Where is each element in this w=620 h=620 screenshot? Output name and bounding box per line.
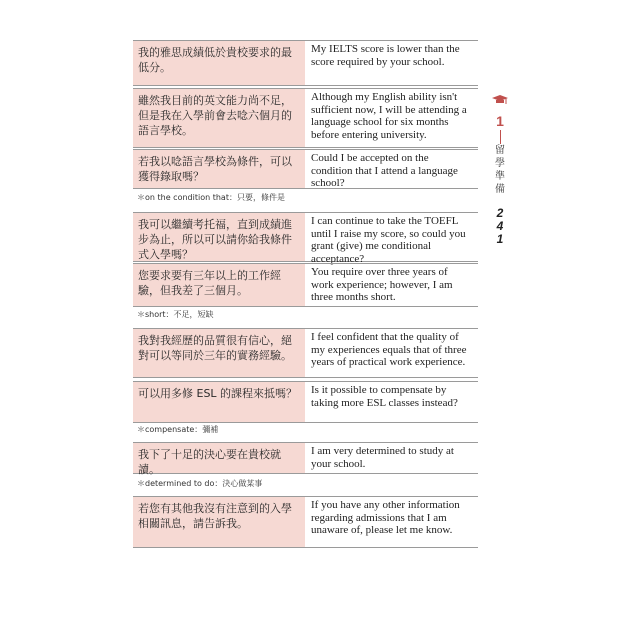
chinese-sentence: 我下了十足的決心要在貴校就讀。 bbox=[133, 443, 305, 473]
vocabulary-note: ＊determined to do：決心做某事 bbox=[137, 479, 263, 488]
english-sentence: My IELTS score is lower than the score required by your school. bbox=[311, 43, 460, 68]
page-number-digit: 2 bbox=[496, 206, 504, 220]
english-sentence: Although my English ability isn't sufficient now, I will be attending a language school for six months before entering university. bbox=[311, 91, 467, 141]
phrase-pair bbox=[133, 442, 478, 474]
english-sentence: You require over three years of work experience; however, I am three months short. bbox=[311, 266, 453, 303]
page-number-digit: 4 bbox=[496, 219, 504, 233]
chinese-sentence: 雖然我目前的英文能力尚不足，但是我在入學前會去唸六個月的語言學校。 bbox=[133, 89, 305, 147]
english-sentence: If you have any other information regarding admissions that I am unaware of, please let me know. bbox=[311, 499, 460, 536]
chapter-title-char: 準 bbox=[495, 171, 505, 182]
vocabulary-note: ＊on the condition that：只要，條件是 bbox=[137, 193, 285, 202]
chapter-title-char: 學 bbox=[495, 158, 505, 169]
vocabulary-note: ＊compensate：彌補 bbox=[137, 425, 219, 434]
english-sentence: Could I be accepted on the condition that I attend a language school? bbox=[311, 152, 458, 189]
phrase-pair bbox=[133, 263, 478, 307]
graduation-cap-icon bbox=[492, 95, 508, 105]
chapter-title-char: 備 bbox=[495, 184, 505, 195]
phrase-pair bbox=[133, 149, 478, 189]
phrase-pair bbox=[133, 88, 478, 148]
chinese-sentence: 我的雅思成績低於貴校要求的最低分。 bbox=[133, 41, 305, 85]
phrase-pair bbox=[133, 496, 478, 548]
phrase-pair bbox=[133, 40, 478, 86]
english-sentence: I can continue to take the TOEFL until I raise my score, so could you grant (give) me conditional acceptance? bbox=[311, 215, 466, 265]
chapter-number: 1 bbox=[496, 113, 504, 129]
chinese-sentence: 我對我經歷的品質很有信心，絕對可以等同於三年的實務經驗。 bbox=[133, 329, 305, 377]
chinese-sentence: 若我以唸語言學校為條件，可以獲得錄取嗎？ bbox=[133, 150, 305, 188]
chapter-title-char: 留 bbox=[495, 145, 505, 156]
chapter-divider bbox=[500, 130, 501, 144]
chinese-sentence: 您要求要有三年以上的工作經驗，但我差了三個月。 bbox=[133, 264, 305, 306]
phrase-pair bbox=[133, 328, 478, 378]
english-sentence: Is it possible to compensate by taking more ESL classes instead? bbox=[311, 384, 458, 409]
chinese-sentence: 我可以繼續考托福，直到成績進步為止，所以可以請你給我條件式入學嗎？ bbox=[133, 213, 305, 261]
chinese-sentence: 可以用多修 ESL 的課程來抵嗎？ bbox=[133, 382, 305, 422]
english-sentence: I am very determined to study at your school. bbox=[311, 445, 454, 470]
chapter-sidebar bbox=[490, 95, 510, 245]
vocabulary-note: ＊short：不足，短缺 bbox=[137, 310, 214, 319]
phrase-pair bbox=[133, 212, 478, 265]
phrase-pair bbox=[133, 381, 478, 423]
page-number-digit: 1 bbox=[496, 232, 504, 246]
english-sentence: I feel confident that the quality of my experiences equals that of three years of practical work experience. bbox=[311, 331, 467, 368]
chinese-sentence: 若您有其他我沒有注意到的入學相關訊息，請告訴我。 bbox=[133, 497, 305, 547]
